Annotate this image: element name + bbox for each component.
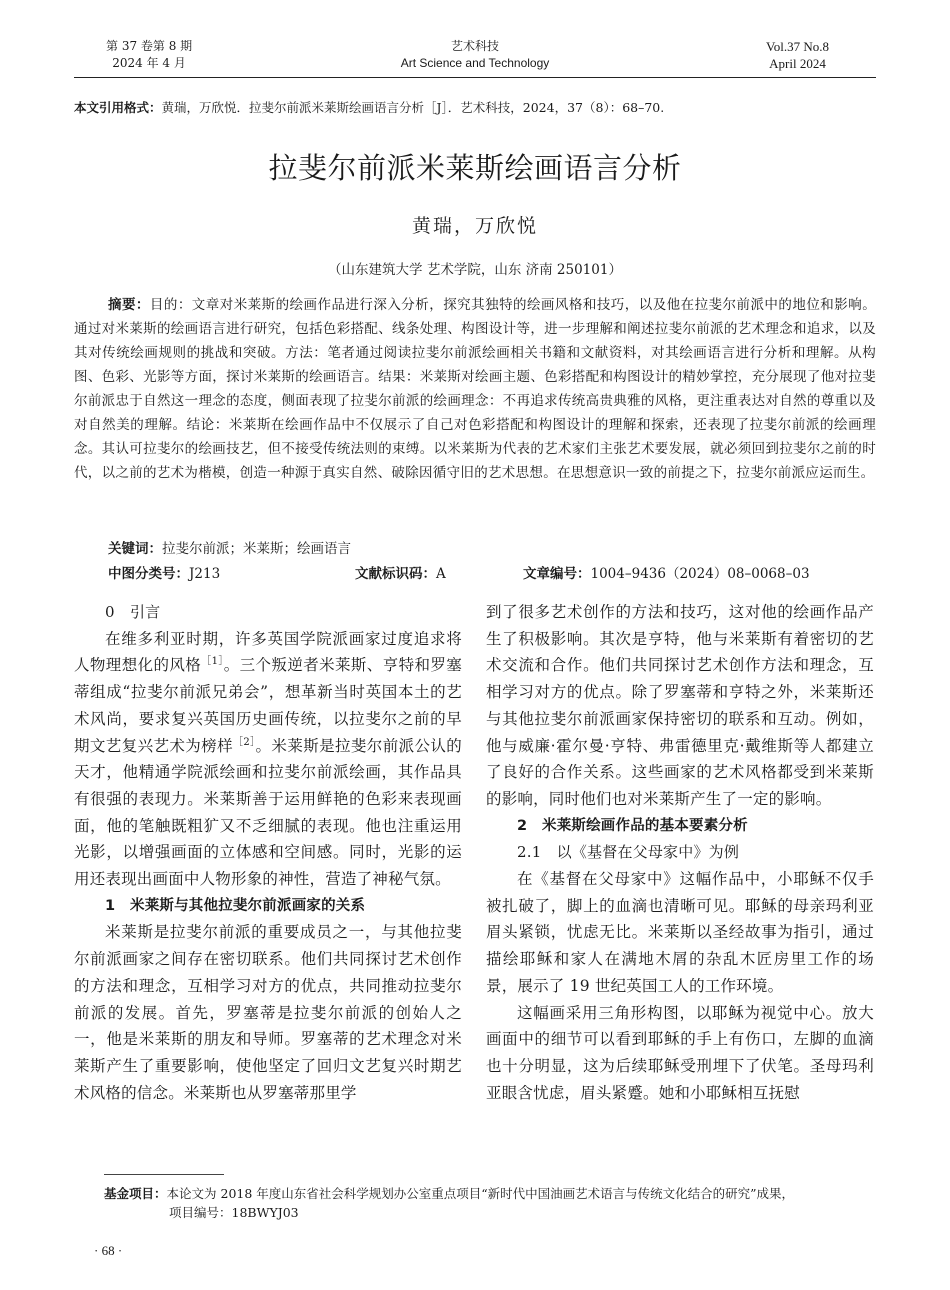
- body-text: 。三个叛逆者米莱斯、亨特和罗塞蒂组成“拉斐尔前派兄弟会”，想革新当时英国本土的艺术风尚，要求复兴英国历史画传统，以拉斐尔之前的早期文艺复兴艺术为榜样: [74, 656, 462, 755]
- article-number: [523, 562, 810, 582]
- issue-date: 2024 年 4 月: [112, 56, 186, 70]
- reference-marker: ［1］: [201, 656, 224, 668]
- clc-label: 中图分类号：: [108, 566, 189, 582]
- subsection-heading-example: 2.1 以《基督在父母家中》为例: [517, 843, 740, 862]
- abstract: [74, 293, 876, 485]
- funding-label: 基金项目：: [104, 1186, 167, 1201]
- journal-volume-header: [766, 38, 829, 72]
- body-text: 在维多利亚时期，许多英国学院派画家过度追求将人物理想化的风格: [74, 629, 462, 675]
- journal-name-en: Art Science and Technology: [400, 56, 550, 70]
- header-divider: [74, 77, 876, 78]
- issue-date-en: April 2024: [769, 56, 826, 71]
- funding-project-number: 项目编号：18BWYJ03: [169, 1205, 299, 1220]
- clc-value: J213: [189, 566, 221, 582]
- body-paragraph: 米莱斯是拉斐尔前派的重要成员之一，与其他拉斐尔前派画家之间存在密切联系。他们共同探讨艺术创作的方法和理念，互相学习对方的优点，共同推动拉斐尔前派的发展。首先，罗塞蒂是拉斐尔前派的创始人之一，他是米莱斯的朋友和导师。罗塞蒂的艺术理念对米莱斯产生了重要影响，使他坚定了回归文艺复兴时期艺术风格的信念。米莱斯也从罗塞蒂那里学: [74, 923, 462, 1102]
- abstract-text: 目的：文章对米莱斯的绘画作品进行深入分析，探究其独特的绘画风格和技巧，以及他在拉斐尔前派中的地位和影响。通过对米莱斯的绘画语言进行研究，包括色彩搭配、线条处理、构图设计等，进一步理解和阐述拉斐尔前派的艺术理念和追求，以及其对传统绘画规则的挑战和突破。方法：笔者通过阅读拉斐尔前派绘画相关书籍和文献资料，对其绘画语言进行分析和理解。从构图、色彩、光影等方面，探讨米莱斯的绘画语言。结果：米莱斯对绘画主题、色彩搭配和构图设计的精妙掌控，充分展现了他对拉斐尔前派忠于自然这一理念的态度，侧面表现了拉斐尔前派的绘画理念：不再追求传统高贵典雅的风格，更注重表达对自然的尊重以及对自然美的理解。结论：米莱斯在绘画作品中不仅展示了自己对色彩搭配和构图设计的理解和探索，还表现了拉斐尔前派的绘画理念。其认可拉斐尔的绘画技艺，但不接受传统法则的束缚。以米莱斯为代表的艺术家们主张艺术要发展，就必须回到拉斐尔之前的时代，以之前的艺术为楷模，创造一种源于真实自然、破除因循守旧的艺术思想。在思想意识一致的前提之下，拉斐尔前派应运而生。: [74, 297, 876, 481]
- body-paragraph-continued: 到了很多艺术创作的方法和技巧，这对他的绘画作品产生了积极影响。其次是亨特，他与米莱斯有着密切的艺术交流和合作。他们共同探讨艺术创作方法和理念，互相学习对方的优点。除了罗塞蒂和亨特之外，米莱斯还与其他拉斐尔前派画家保持密切的联系和互动。例如，他与威廉·霍尔曼·亨特、弗雷德里克·戴维斯等人都建立了良好的合作关系。这些画家的艺术风格都受到米莱斯的影响，同时他们也对米莱斯产生了一定的影响。: [486, 603, 874, 808]
- body-paragraph: 这幅画采用三角形构图，以耶稣为视觉中心。放大画面中的细节可以看到耶稣的手上有伤口，左脚的血滴也十分明显，这为后续耶稣受刑埋下了伏笔。圣母玛利亚眼含忧虑，眉头紧蹙。她和小耶稣相互抚慰: [486, 1003, 874, 1102]
- paper-title: 拉斐尔前派米莱斯绘画语言分析: [268, 151, 682, 185]
- reference-marker: ［2］: [232, 736, 256, 748]
- article-number-value: 1004–9436（2024）08–0068–03: [590, 566, 810, 582]
- funding-text: 本论文为 2018 年度山东省社会科学规划办公室重点项目“新时代中国油画艺术语言与传统文化结合的研究”成果，: [166, 1186, 795, 1201]
- page-number: · 68 ·: [94, 1243, 123, 1258]
- paper-authors: 黄瑞，万欣悦: [411, 215, 538, 237]
- clc-number: [108, 562, 220, 582]
- keywords-text: 拉斐尔前派；米莱斯；绘画语言: [162, 541, 351, 557]
- citation-line: [74, 98, 876, 116]
- article-number-label: 文章编号：: [523, 566, 591, 582]
- citation-label: 本文引用格式：: [74, 100, 162, 115]
- footnote-divider: [104, 1174, 224, 1175]
- volume-number-en: Vol.37 No.8: [766, 39, 829, 54]
- keywords-label: 关键词：: [108, 541, 162, 557]
- document-code: [355, 562, 446, 582]
- document-code-label: 文献标识码：: [355, 566, 436, 582]
- body-column-right: [486, 599, 874, 1106]
- journal-name-cn: 艺术科技: [450, 39, 499, 53]
- body-text: 。米莱斯是拉斐尔前派公认的天才，他精通学院派绘画和拉斐尔前派绘画，其作品具有很强的表现力。米莱斯善于运用鲜艳的色彩来表现画面，他的笔触既粗犷又不乏细腻的表现。他也注重运用光影，以增强画面的立体感和空间感。同时，光影的运用还表现出画面中人物形象的神性，营造了神秘气氛。: [74, 736, 462, 889]
- body-paragraph: 在《基督在父母家中》这幅作品中，小耶稣不仅手被扎破了，脚上的血滴也清晰可见。耶稣的母亲玛利亚眉头紧锁，忧虑无比。米莱斯以圣经故事为指引，通过描绘耶稣和家人在满地木屑的杂乱木匠房里工作的场景，展示了 19 世纪英国工人的工作环境。: [486, 870, 874, 995]
- author-affiliation: （山东建筑大学 艺术学院，山东 济南 250101）: [328, 262, 622, 278]
- section-heading-elements: 2 米莱斯绘画作品的基本要素分析: [517, 817, 748, 834]
- abstract-label: 摘要：: [108, 297, 150, 313]
- body-column-left: [74, 599, 462, 1106]
- section-heading-introduction: 0 引言: [105, 603, 161, 621]
- body-paragraph: [74, 626, 462, 893]
- keywords-line: [108, 537, 351, 557]
- volume-issue: 第 37 卷第 8 期: [106, 39, 193, 53]
- document-code-value: A: [436, 566, 446, 582]
- citation-text: 黄瑞，万欣悦．拉斐尔前派米莱斯绘画语言分析［J］．艺术科技，2024，37（8）：68–70.: [161, 100, 665, 115]
- funding-footnote: [104, 1184, 894, 1222]
- section-heading-relations: 1 米莱斯与其他拉斐尔前派画家的关系: [105, 897, 366, 914]
